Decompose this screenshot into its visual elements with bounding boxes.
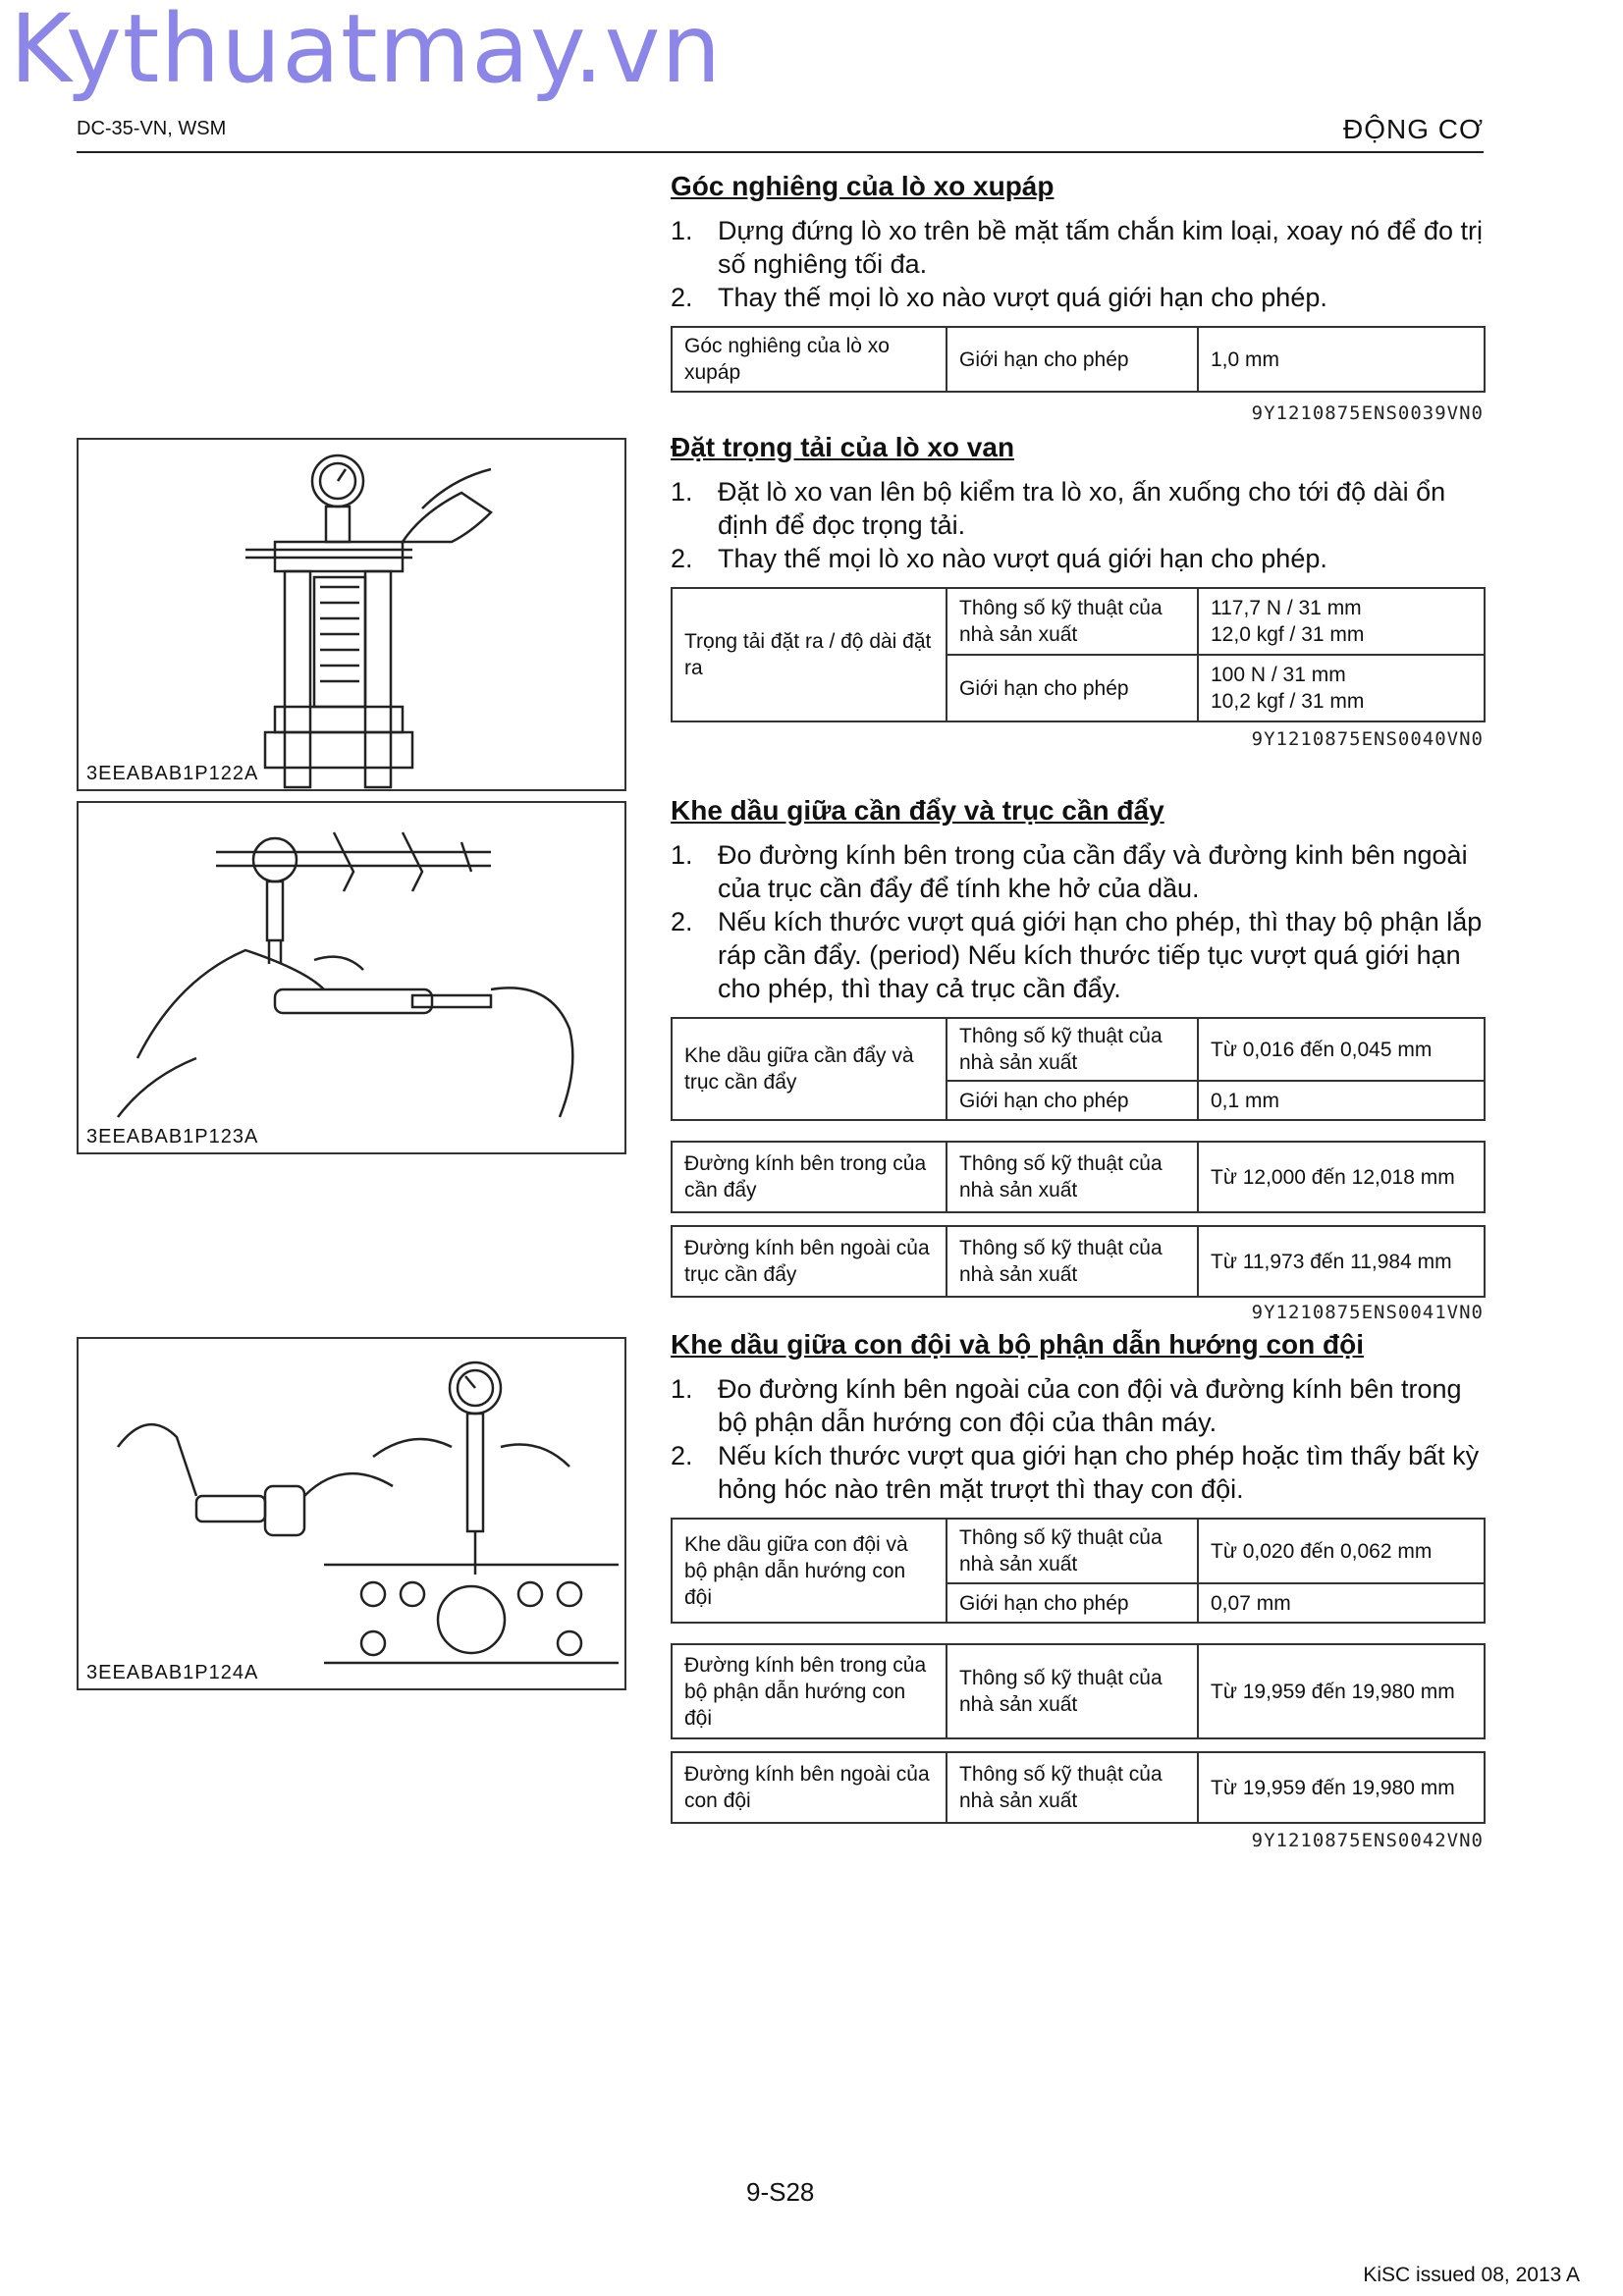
figure-caption: 3EEABAB1P123A	[86, 1126, 259, 1148]
spec-label: Thông số kỹ thuật của nhà sản xuất	[947, 1018, 1198, 1081]
limit-label: Giới hạn cho phép	[947, 1583, 1198, 1623]
section-title-spring-squareness: Góc nghiêng của lò xo xupáp	[671, 171, 1055, 201]
limit-value: 100 N / 31 mm 10,2 kgf / 31 mm	[1198, 655, 1485, 721]
spec-label: Thông số kỹ thuật của nhà sản xuất	[947, 1142, 1198, 1212]
spec-table-tappet-clearance	[671, 1518, 1486, 1624]
step-item: 2. Thay thế mọi lò xo nào vượt quá giới hạn cho phép.	[671, 283, 1327, 312]
step-item: 1. Đo đường kính bên trong của cần đẩy và đường kinh bên ngoài của trục cần đẩy để tính khe hở của dầu.	[671, 840, 1468, 903]
spec-label: Thông số kỹ thuật của nhà sản xuất	[947, 588, 1198, 655]
spring-tester-illustration	[79, 440, 624, 789]
reference-code: 9Y1210875ENS0042VN0	[1251, 1830, 1484, 1851]
steps-tappet	[671, 1372, 1486, 1506]
spec-item: Đường kính bên trong của cần đẩy	[672, 1142, 947, 1212]
step-item: 2. Nếu kích thước vượt qua giới hạn cho phép hoặc tìm thấy bất kỳ hỏng hóc nào trên mặt trượt thì thay con đội.	[671, 1441, 1480, 1504]
spec-item: Khe dầu giữa cần đẩy và trục cần đẩy	[672, 1018, 947, 1120]
section-title-tappet-clearance: Khe dầu giữa con đội và bộ phận dẫn hướng con đội	[671, 1329, 1365, 1360]
header-divider	[77, 151, 1484, 153]
spec-value: Từ 19,959 đến 19,980 mm	[1198, 1752, 1485, 1823]
step-item: 1. Đặt lò xo van lên bộ kiểm tra lò xo, ấn xuống cho tới độ dài ổn định để đọc trọng tải.	[671, 477, 1446, 540]
step-item: 2. Thay thế mọi lò xo nào vượt quá giới hạn cho phép.	[671, 544, 1327, 573]
spec-table-tappet-guide-id	[671, 1643, 1486, 1739]
spec-item: Góc nghiêng của lò xo xupáp	[672, 327, 947, 392]
spec-label: Thông số kỹ thuật của nhà sản xuất	[947, 1226, 1198, 1297]
rocker-arm-illustration	[79, 803, 624, 1152]
spec-table-spring-load	[671, 587, 1486, 722]
spec-value: Từ 0,016 đến 0,045 mm	[1198, 1018, 1485, 1081]
section-title-rocker-arm-clearance: Khe dầu giữa cần đẩy và trục cần đẩy	[671, 795, 1164, 826]
figure-caption: 3EEABAB1P124A	[86, 1662, 259, 1683]
spec-item: Khe dầu giữa con đội và bộ phận dẫn hướng con đội	[672, 1519, 947, 1623]
spec-value: Từ 19,959 đến 19,980 mm	[1198, 1644, 1485, 1738]
spec-value: 1,0 mm	[1198, 327, 1485, 392]
spec-item: Đường kính bên trong của bộ phận dẫn hướng con đội	[672, 1644, 947, 1738]
header-doc-code: DC-35-VN, WSM	[77, 118, 227, 139]
spec-value: Từ 0,020 đến 0,062 mm	[1198, 1519, 1485, 1583]
spec-item: Trọng tải đặt ra / độ dài đặt ra	[672, 588, 947, 721]
section-title-spring-load: Đặt trọng tải của lò xo van	[671, 432, 1015, 462]
spec-value: Từ 11,973 đến 11,984 mm	[1198, 1226, 1485, 1297]
reference-code: 9Y1210875ENS0041VN0	[1251, 1302, 1484, 1323]
spec-label: Thông số kỹ thuật của nhà sản xuất	[947, 1644, 1198, 1738]
limit-value: 0,07 mm	[1198, 1583, 1485, 1623]
step-item: 1. Dựng đứng lò xo trên bề mặt tấm chắn kim loại, xoay nó để đo trị số nghiêng tối đa.	[671, 216, 1484, 279]
watermark-logo: Kythuatmay.vn	[10, 0, 723, 104]
figure-rocker-arm-measurement	[77, 801, 626, 1154]
spec-value: Từ 12,000 đến 12,018 mm	[1198, 1142, 1485, 1212]
issue-info: KiSC issued 08, 2013 A	[1363, 2264, 1580, 2286]
limit-value: 0,1 mm	[1198, 1081, 1485, 1120]
figure-spring-tester	[77, 438, 626, 791]
step-item: 2. Nếu kích thước vượt quá giới hạn cho phép, thì thay bộ phận lắp ráp cần đẩy. (period) Nếu kích thước tiếp tục vượt quá giới hạn cho phép, thì thay cả trục cần đẩy.	[671, 907, 1483, 1003]
reference-code: 9Y1210875ENS0040VN0	[1251, 728, 1484, 750]
limit-label: Giới hạn cho phép	[947, 655, 1198, 721]
steps-rocker-arm	[671, 838, 1486, 1005]
spec-table-spring-squareness	[671, 326, 1486, 393]
spec-table-rocker-bushing-id	[671, 1141, 1486, 1213]
spec-value: 117,7 N / 31 mm 12,0 kgf / 31 mm	[1198, 588, 1485, 655]
spec-label: Thông số kỹ thuật của nhà sản xuất	[947, 1519, 1198, 1583]
figure-tappet-measurement	[77, 1337, 626, 1690]
reference-code: 9Y1210875ENS0039VN0	[1251, 402, 1484, 424]
limit-label: Giới hạn cho phép	[947, 1081, 1198, 1120]
spec-label: Thông số kỹ thuật của nhà sản xuất	[947, 1752, 1198, 1823]
steps-spring-squareness	[671, 214, 1486, 314]
step-item: 1. Đo đường kính bên ngoài của con đội và đường kính bên trong bộ phận dẫn hướng con đội của thân máy.	[671, 1374, 1462, 1437]
spec-table-rocker-clearance	[671, 1017, 1486, 1121]
steps-spring-load	[671, 475, 1486, 575]
spec-table-rocker-shaft-od	[671, 1225, 1486, 1298]
spec-item: Đường kính bên ngoài của trục cần đẩy	[672, 1226, 947, 1297]
page-number: 9-S28	[746, 2177, 815, 2207]
spec-item: Đường kính bên ngoài của con đội	[672, 1752, 947, 1823]
tappet-illustration	[79, 1339, 624, 1688]
spec-label: Giới hạn cho phép	[947, 327, 1198, 392]
figure-caption: 3EEABAB1P122A	[86, 763, 259, 784]
header-chapter-title: ĐỘNG CƠ	[1342, 114, 1484, 144]
spec-table-tappet-od	[671, 1751, 1486, 1824]
